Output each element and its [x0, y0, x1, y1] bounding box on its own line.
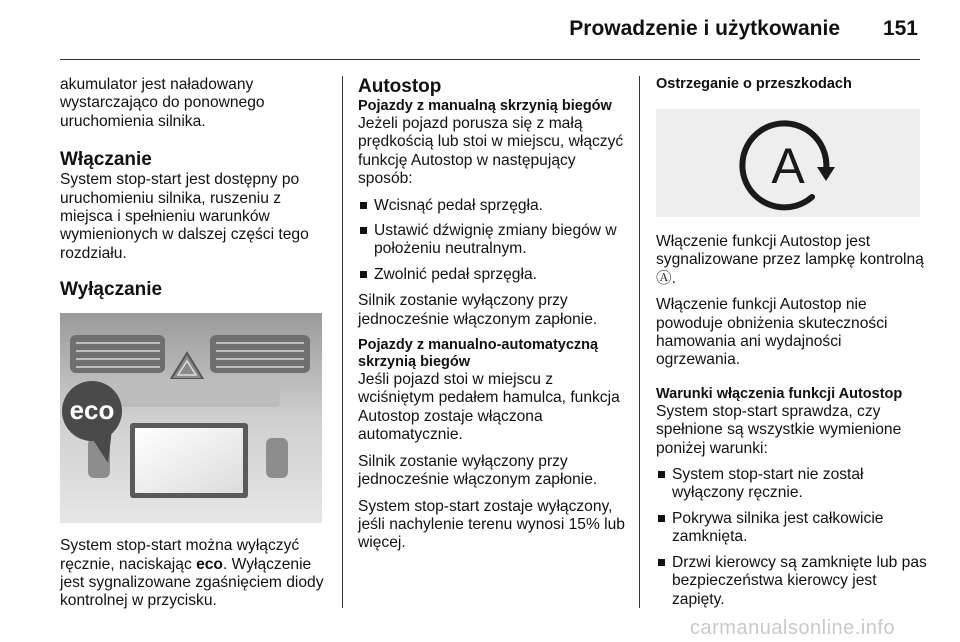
- page-title: Prowadzenie i użytkowanie: [569, 17, 840, 40]
- list-item: Drzwi kierowcy są zamknięte lub pas bezpieczeństwa kierowcy jest zapięty.: [656, 554, 928, 609]
- caption-text-start: System stop-start można wyłączyć ręcznie, naciskając: [60, 537, 300, 573]
- indicator-letter: A: [771, 138, 805, 194]
- manual-result-text: Silnik zostanie wyłączony przy jednocześnie włączonym zapłonie.: [358, 292, 598, 328]
- list-item: Ustawić dźwignię zmiany biegów w położeniu neutralnym.: [358, 222, 630, 259]
- eco-label: eco: [69, 395, 115, 426]
- autostop-heading: Autostop: [358, 76, 442, 97]
- slope-text: System stop-start zostaje wyłączony, jeśli nachylenie terenu wynosi 15% lub więcej.: [358, 497, 625, 552]
- manual-gearbox-heading: Pojazdy z manualną skrzynią biegów: [358, 98, 612, 114]
- caption-text-end: . Wyłączenie jest sygnalizowane zgaśnięciem diody kontrolnej w przycisku.: [60, 555, 324, 610]
- caption-paragraph: [60, 537, 332, 611]
- effect-text: Włączenie funkcji Autostop nie powoduje obniżenia skuteczności hamowania ani wydajności ogrzewania.: [656, 296, 888, 369]
- column-divider: [342, 76, 343, 608]
- on-paragraph: System stop-start jest dostępny po uruchomieniu silnika, ruszeniu z miejsca i spełnieniu warunków wymienionych w dalszej części tego rozdziału.: [60, 171, 309, 262]
- automated-result-text: Silnik zostanie wyłączony przy jednocześnie włączonym zapłonie.: [358, 452, 598, 489]
- autostop-indicator-icon: [656, 109, 920, 217]
- eco-key-label: eco: [196, 555, 223, 573]
- conditions-list: [656, 466, 928, 609]
- list-item: Wcisnąć pedał sprzęgła.: [358, 197, 630, 215]
- manual-gearbox-text: Jeżeli pojazd porusza się z małą prędkością lub stoi w miejscu, włączyć funkcję Autostop w następujący sposób:: [358, 115, 624, 188]
- conditions-text: System stop-start sprawdza, czy spełnione są wszystkie wymienione poniżej warunki:: [656, 402, 902, 457]
- obstacle-warning-heading: Ostrzeganie o przeszkodach: [656, 76, 852, 92]
- list-item: Pokrywa silnika jest całkowicie zamknięta.: [656, 510, 928, 547]
- column-1: [60, 76, 332, 619]
- dashboard-illustration: [60, 313, 322, 523]
- section-heading-on: Włączanie: [60, 149, 152, 171]
- eco-button-photo: [60, 313, 322, 523]
- column-3: [656, 76, 928, 617]
- conditions-heading: Warunki włączenia funkcji Autostop: [656, 385, 903, 402]
- page-number: 151: [882, 17, 918, 40]
- header-rule: [60, 59, 920, 60]
- autostop-indicator-figure: [656, 109, 920, 217]
- manual-steps-list: [358, 197, 630, 285]
- list-item: Zwolnić pedał sprzęgła.: [358, 266, 630, 284]
- watermark: carmanualsonline.info: [690, 617, 896, 639]
- column-divider: [639, 76, 640, 608]
- column-2: [358, 76, 630, 561]
- automated-gearbox-heading: Pojazdy z manualno-automatyczną skrzynią biegów: [358, 337, 599, 371]
- intro-paragraph: akumulator jest naładowany wystarczająco do ponownego uruchomienia silnika.: [60, 76, 265, 130]
- list-item: System stop-start nie został wyłączony ręcznie.: [656, 466, 928, 503]
- section-heading-off: Wyłączanie: [60, 279, 163, 301]
- indicator-text: Włączenie funkcji Autostop jest sygnalizowane przez lampkę kontrolną Ⓐ.: [656, 233, 924, 287]
- automated-gearbox-text: Jeśli pojazd stoi w miejscu z wciśniętym pedałem hamulca, funkcja Autostop zostaje włączona automatycznie.: [358, 371, 620, 444]
